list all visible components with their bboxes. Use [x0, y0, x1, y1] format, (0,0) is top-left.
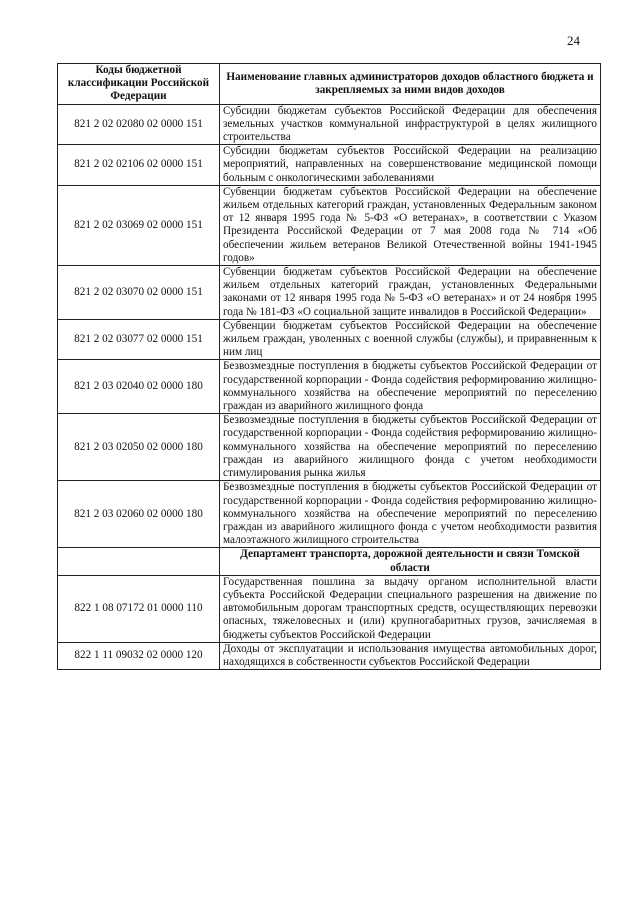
page-number: 24 — [567, 33, 580, 48]
row-text: Государственная пошлина за выдачу органом исполнительной власти субъекта Российской Федерации специального разрешения на движение по автомобильным дорогам транспортных средств, осуществляющих перевозки опасных, тяжеловесных и (или) крупногабаритных грузов, зачисляемая в бюджеты субъектов Российской Федерации — [220, 575, 601, 642]
budget-classification-table — [57, 63, 601, 670]
row-text: Доходы от эксплуатации и использования имущества автомобильных дорог, находящихся в собственности субъектов Российской Федерации — [220, 642, 601, 669]
row-code: 821 2 02 03077 02 0000 151 — [58, 319, 220, 360]
row-code: 821 2 02 02080 02 0000 151 — [58, 104, 220, 145]
row-code: 822 1 11 09032 02 0000 120 — [58, 642, 220, 669]
row-code: 822 1 08 07172 01 0000 110 — [58, 575, 220, 642]
table-row — [58, 319, 601, 360]
row-text: Субвенции бюджетам субъектов Российской Федерации на обеспечение жильем отдельных категорий граждан, установленных Федеральными законами от 12 января 1995 года № 5-ФЗ «О ветеранах» и от 24 ноября 1995 года № 181-ФЗ «О социальной защите инвалидов в Российской Федерации» — [220, 266, 601, 320]
table-row — [58, 642, 601, 669]
department-title: Департамент транспорта, дорожной деятельности и связи Томской области — [220, 548, 601, 575]
row-code: 821 2 03 02040 02 0000 180 — [58, 360, 220, 414]
row-text: Безвозмездные поступления в бюджеты субъектов Российской Федерации от государственной корпорации - Фонда содействия реформированию жилищно-коммунального хозяйства на обеспечение мероприятий по переселению граждан из аварийного жилищного фонда с учетом необходимости развития малоэтажного жилищного строительства — [220, 481, 601, 548]
department-code-empty — [58, 548, 220, 575]
department-row — [58, 548, 601, 575]
row-text: Субсидии бюджетам субъектов Российской Федерации на реализацию мероприятий, направленных на совершенствование медицинской помощи больным с онкологическими заболеваниями — [220, 145, 601, 186]
row-text: Субвенции бюджетам субъектов Российской Федерации на обеспечение жильем отдельных категорий граждан, установленных Федеральным законом от 12 января 1995 года № 5-ФЗ «О ветеранах», в соответствии с Указом Президента Российской Федерации от 7 мая 2008 года № 714 «Об обеспечении жильем ветеранов Великой Отечественной войны 1941-1945 годов» — [220, 185, 601, 265]
table-row — [58, 575, 601, 642]
row-code: 821 2 02 03070 02 0000 151 — [58, 266, 220, 320]
row-text: Субсидии бюджетам субъектов Российской Федерации для обеспечения земельных участков коммунальной инфраструктурой в целях жилищного строительства — [220, 104, 601, 145]
row-code: 821 2 03 02050 02 0000 180 — [58, 414, 220, 481]
table-row — [58, 360, 601, 414]
table-row — [58, 145, 601, 186]
table-header-row — [58, 64, 601, 105]
row-text: Безвозмездные поступления в бюджеты субъектов Российской Федерации от государственной корпорации - Фонда содействия реформированию жилищно-коммунального хозяйства на обеспечение мероприятий по переселению граждан из аварийного жилищного фонда с учетом необходимости стимулирования рынка жилья — [220, 414, 601, 481]
row-code: 821 2 02 02106 02 0000 151 — [58, 145, 220, 186]
header-name: Наименование главных администраторов доходов областного бюджета и закрепляемых за ними видов доходов — [220, 64, 601, 105]
table-row — [58, 104, 601, 145]
table-row — [58, 414, 601, 481]
row-code: 821 2 02 03069 02 0000 151 — [58, 185, 220, 265]
row-code: 821 2 03 02060 02 0000 180 — [58, 481, 220, 548]
table-row — [58, 481, 601, 548]
row-text: Субвенции бюджетам субъектов Российской Федерации на обеспечение жильем граждан, уволенных с военной службы (службы), и приравненным к ним лиц — [220, 319, 601, 360]
row-text: Безвозмездные поступления в бюджеты субъектов Российской Федерации от государственной корпорации - Фонда содействия реформированию жилищно-коммунального хозяйства на обеспечение мероприятий по переселению граждан из аварийного жилищного фонда — [220, 360, 601, 414]
header-code: Коды бюджетной классификации Российской Федерации — [58, 64, 220, 105]
table-row — [58, 185, 601, 265]
table-row — [58, 266, 601, 320]
